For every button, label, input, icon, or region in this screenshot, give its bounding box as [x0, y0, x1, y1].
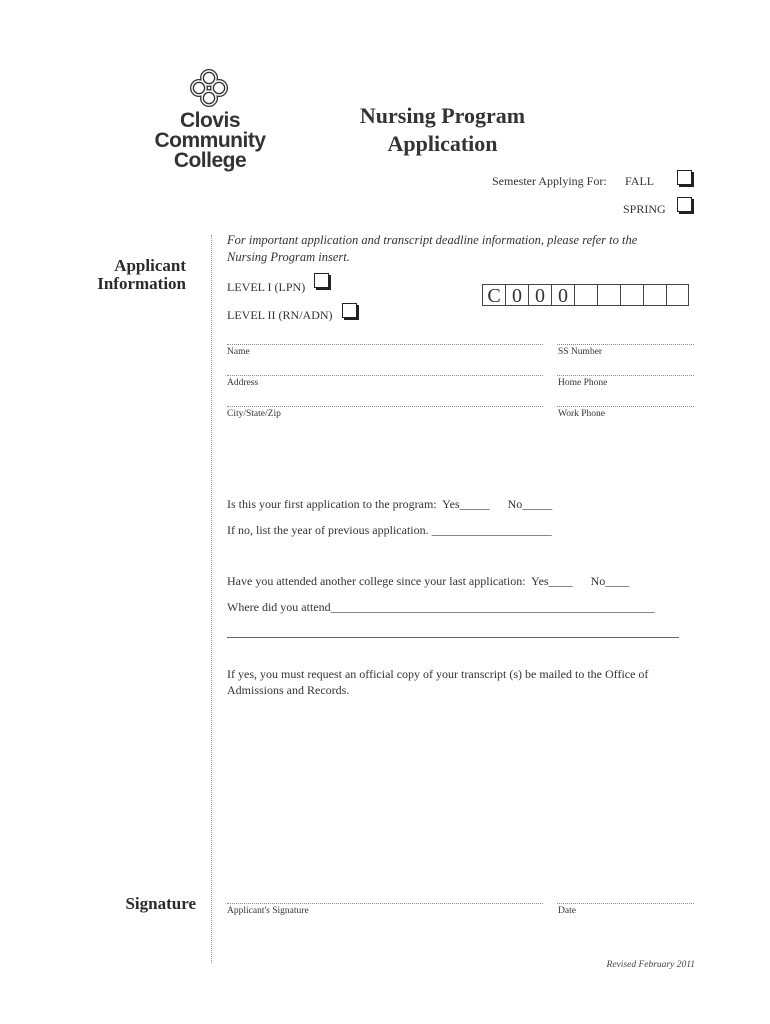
signature-heading: Signature	[125, 894, 196, 913]
logo-word-college: College	[173, 149, 247, 172]
student-id-cell[interactable]	[574, 284, 597, 306]
transcript-notice-line2: Admissions and Records.	[227, 683, 350, 697]
deadline-notice-line2: Nursing Program insert.	[227, 250, 350, 264]
page-title-line2: Application	[387, 131, 498, 156]
ss-number-field[interactable]	[557, 344, 694, 345]
student-id-cell[interactable]: 0	[551, 284, 574, 306]
transcript-notice-line1: If yes, you must request an official copy of your transcript (s) be mailed to the Office of	[227, 667, 649, 681]
revision-note: Revised February 2011	[606, 960, 695, 970]
ss-number-label: SS Number	[558, 347, 603, 357]
work-phone-label: Work Phone	[558, 409, 605, 419]
city-state-zip-field[interactable]	[227, 406, 543, 407]
page-title-line1: Nursing Program	[359, 103, 526, 128]
student-id-cell[interactable]: 0	[505, 284, 528, 306]
first-application-question: Is this your first application to the program: Yes_____ No_____	[227, 497, 553, 511]
student-id-cell[interactable]	[666, 284, 689, 306]
deadline-notice-line1: For important application and transcript deadline information, please refer to the	[227, 233, 638, 247]
address-label: Address	[227, 378, 259, 388]
previous-year-question: If no, list the year of previous application. ____________________	[227, 523, 552, 537]
semester-fall-label: FALL	[625, 174, 655, 188]
work-phone-field[interactable]	[557, 406, 694, 407]
level2-checkbox[interactable]	[342, 303, 357, 318]
student-id-cell[interactable]: 0	[528, 284, 551, 306]
where-attend-question: Where did you attend______________________________________________________	[227, 600, 655, 614]
student-id-cell[interactable]	[643, 284, 666, 306]
student-id-cell[interactable]: C	[482, 284, 505, 306]
logo-word-community: Community	[154, 129, 266, 152]
applicant-heading-line2: Information	[97, 274, 186, 293]
home-phone-field[interactable]	[557, 375, 694, 376]
date-label: Date	[558, 906, 576, 916]
spring-checkbox[interactable]	[677, 197, 692, 212]
section-divider	[211, 235, 212, 963]
where-attend-extra-line[interactable]	[227, 637, 679, 638]
name-field[interactable]	[227, 344, 543, 345]
student-id-cell[interactable]	[597, 284, 620, 306]
college-logo	[150, 68, 270, 173]
date-field[interactable]	[557, 903, 694, 904]
student-id-cell[interactable]	[620, 284, 643, 306]
level1-label: LEVEL I (LPN)	[227, 280, 306, 294]
address-field[interactable]	[227, 375, 543, 376]
applicant-heading-line1: Applicant	[114, 256, 186, 275]
semester-label: Semester Applying For:	[492, 174, 607, 188]
applicant-signature-field[interactable]	[227, 903, 543, 904]
semester-spring-label: SPRING	[623, 202, 666, 216]
fall-checkbox[interactable]	[677, 170, 692, 185]
level1-checkbox[interactable]	[314, 273, 329, 288]
level2-label: LEVEL II (RN/ADN)	[227, 308, 333, 322]
student-id-boxes[interactable]	[482, 284, 689, 306]
applicant-signature-label: Applicant's Signature	[227, 906, 309, 916]
city-state-zip-label: City/State/Zip	[227, 409, 281, 419]
home-phone-label: Home Phone	[558, 378, 608, 388]
name-label: Name	[227, 347, 250, 357]
knot-emblem-icon	[189, 68, 229, 108]
logo-word-clovis: Clovis	[179, 109, 241, 132]
other-college-question: Have you attended another college since your last application: Yes____ No____	[227, 574, 630, 588]
